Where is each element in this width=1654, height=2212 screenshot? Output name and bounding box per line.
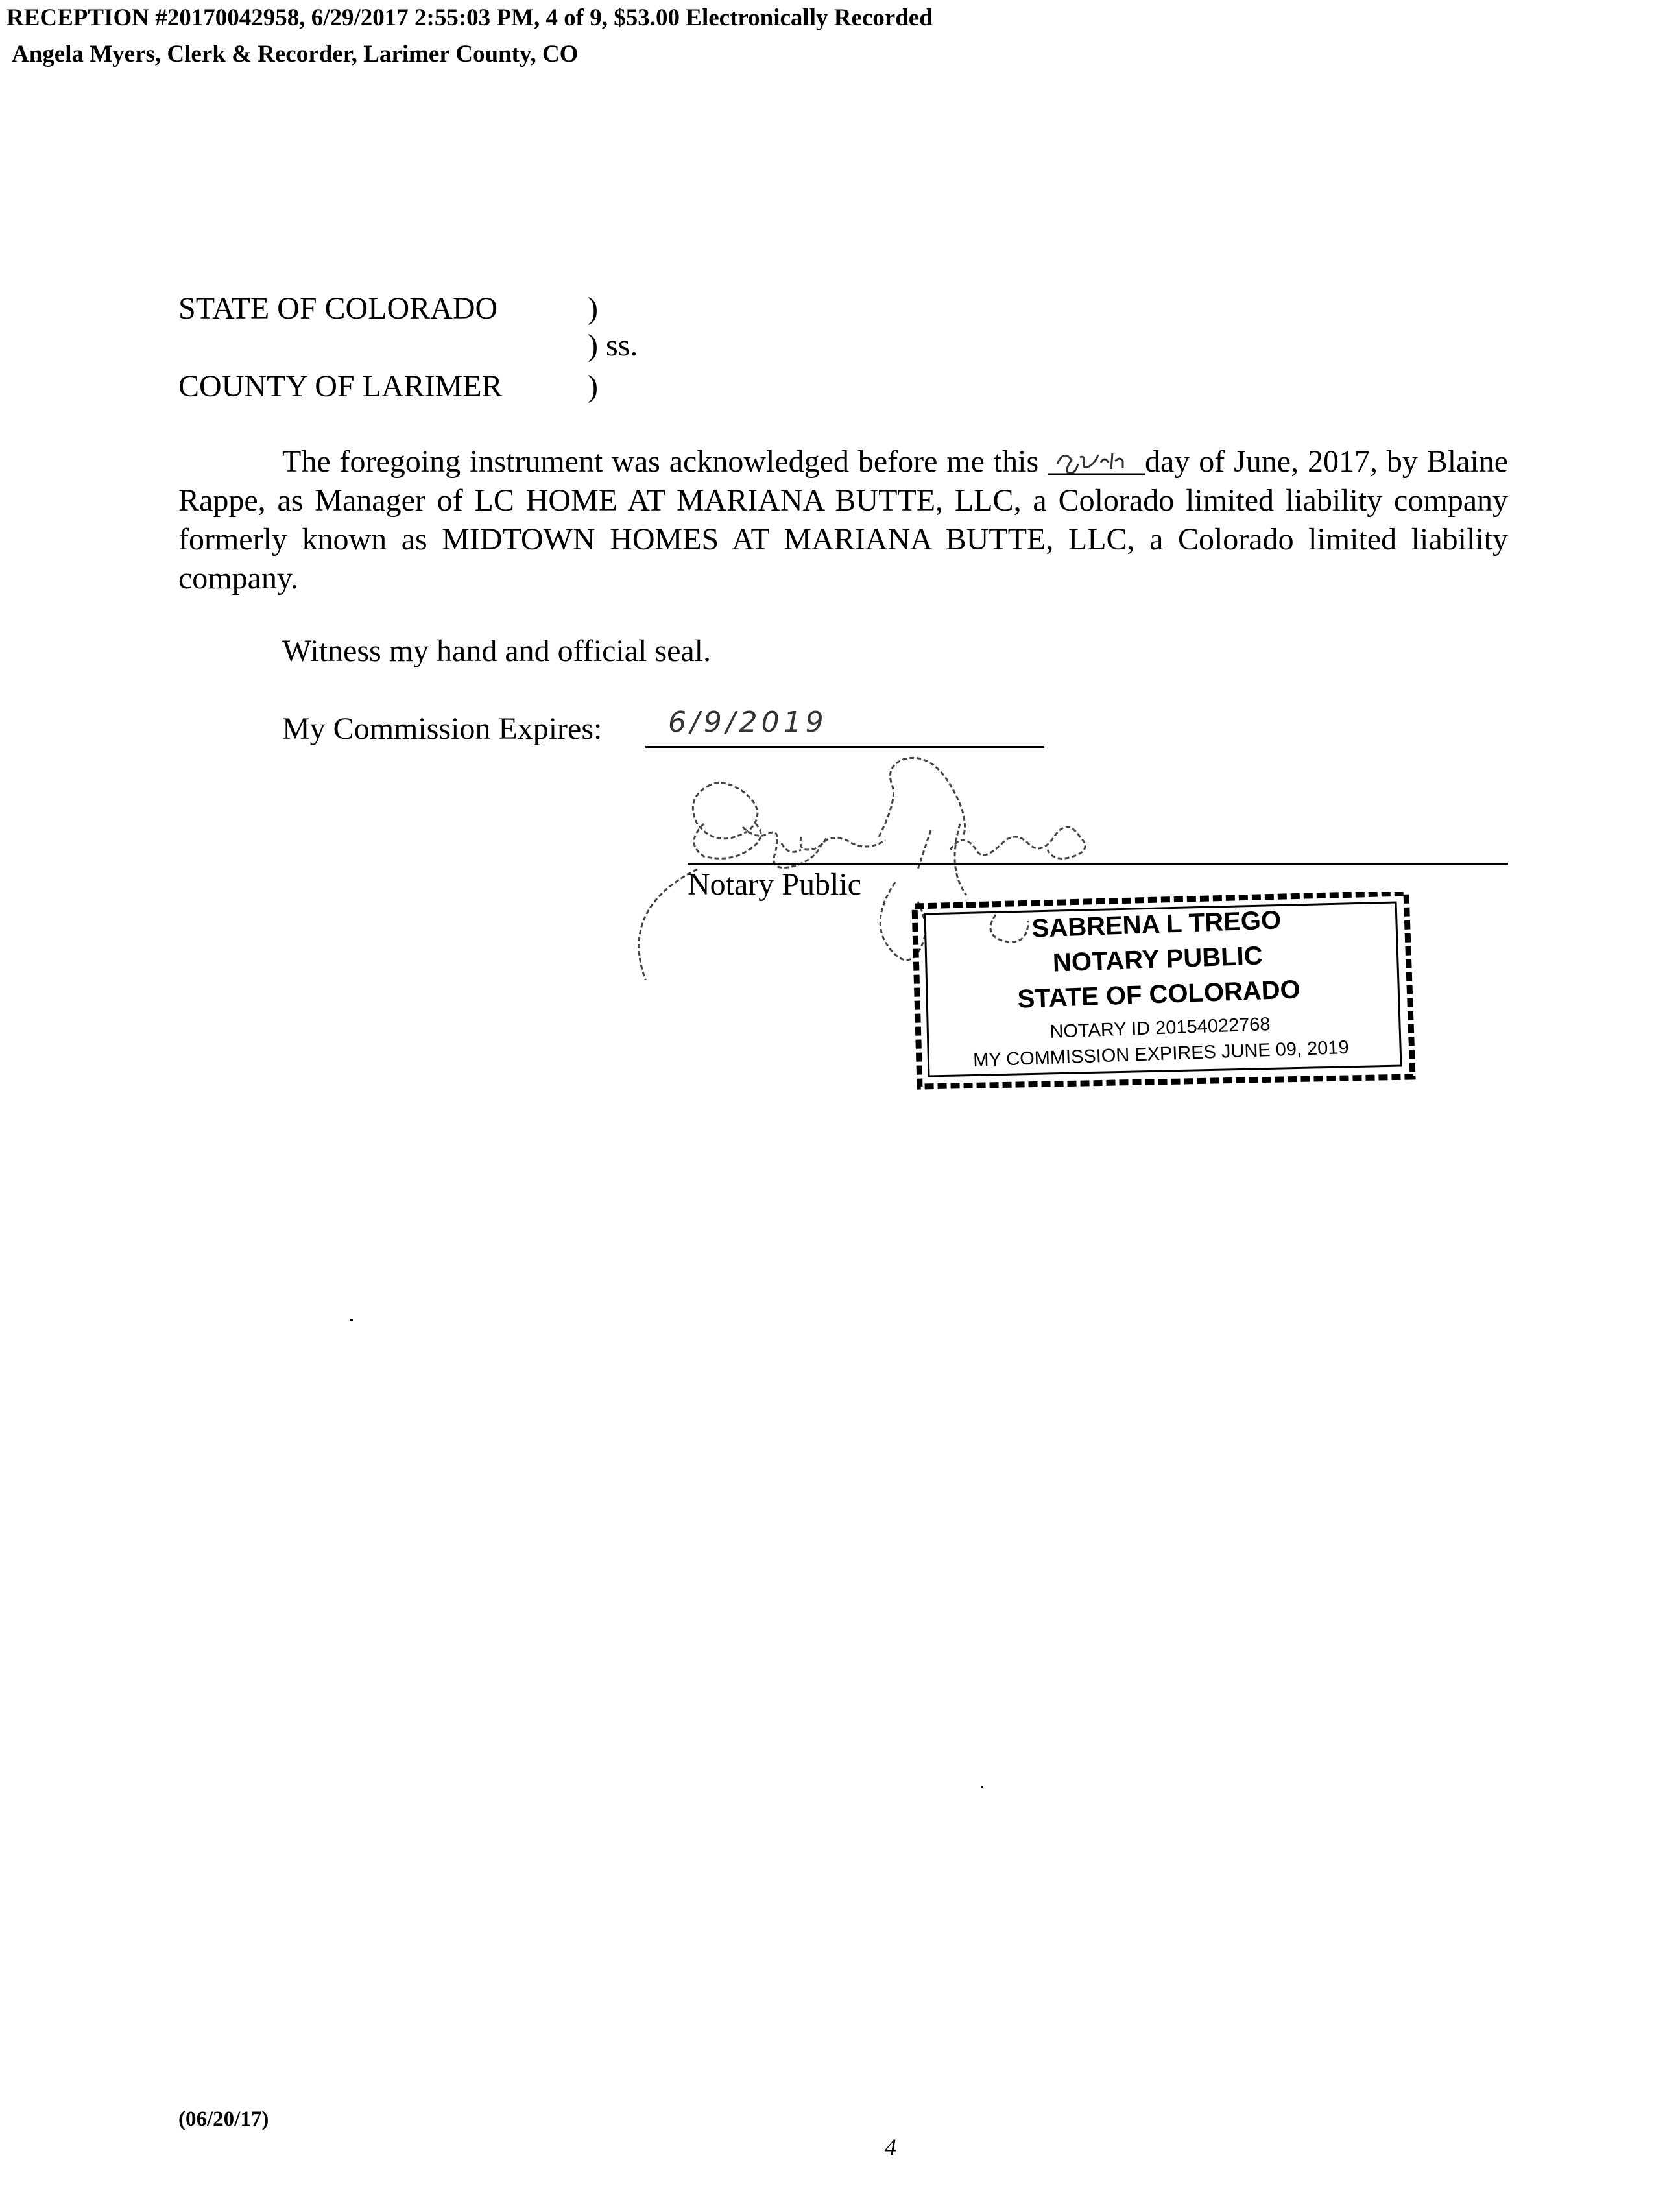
stamp-notary-title: NOTARY PUBLIC (1052, 941, 1264, 978)
venue-ss: ) ss. (588, 328, 638, 363)
notary-stamp (900, 892, 1417, 1090)
notary-stamp-text (897, 883, 1420, 1099)
recording-header-line-2: Angela Myers, Clerk & Recorder, Larimer County, CO (12, 41, 579, 67)
notary-public-label: Notary Public (688, 867, 861, 902)
scan-speck (981, 1786, 983, 1788)
acknowledgment-paragraph (178, 442, 1508, 598)
witness-line: Witness my hand and official seal. (282, 634, 712, 668)
handwritten-day (1048, 450, 1145, 475)
page-number: 4 (885, 2134, 896, 2160)
acknowledgment-rest: Blaine Rappe, as Manager of LC HOME AT MARIANA BUTTE, LLC, a Colorado limited liability company formerly known as MIDTOWN HOMES AT MARIANA BUTTE, LLC, a Colorado limited liability company. (178, 444, 1509, 595)
venue-paren-bottom: ) (588, 369, 598, 403)
notary-signature-line (688, 863, 1508, 865)
stamp-state: STATE OF COLORADO (1016, 975, 1301, 1014)
venue-paren-top: ) (588, 291, 598, 326)
form-date: (06/20/17) (178, 2108, 269, 2131)
stamp-notary-id: NOTARY ID 20154022768 (1049, 1014, 1271, 1042)
stamp-notary-name: SABRENA L TREGO (1031, 906, 1282, 943)
acknowledgment-lead: The foregoing instrument was acknowledged before me this (282, 444, 1039, 479)
commission-handwritten-date: 6/9/2019 (668, 706, 828, 739)
venue-county: COUNTY OF LARIMER (178, 369, 503, 403)
recording-header-line-1: RECEPTION #20170042958, 6/29/2017 2:55:03 PM, 4 of 9, $53.00 Electronically Recorded (6, 5, 933, 31)
commission-expires-label: My Commission Expires: (282, 712, 603, 746)
scan-speck (350, 1319, 353, 1321)
venue-state: STATE OF COLORADO (178, 291, 498, 326)
stamp-commission-expires: MY COMMISSION EXPIRES JUNE 09, 2019 (972, 1037, 1350, 1072)
acknowledgment-rest-line1: day of June, 2017, by (1145, 444, 1418, 479)
handwritten-day-ink (1048, 444, 1145, 477)
